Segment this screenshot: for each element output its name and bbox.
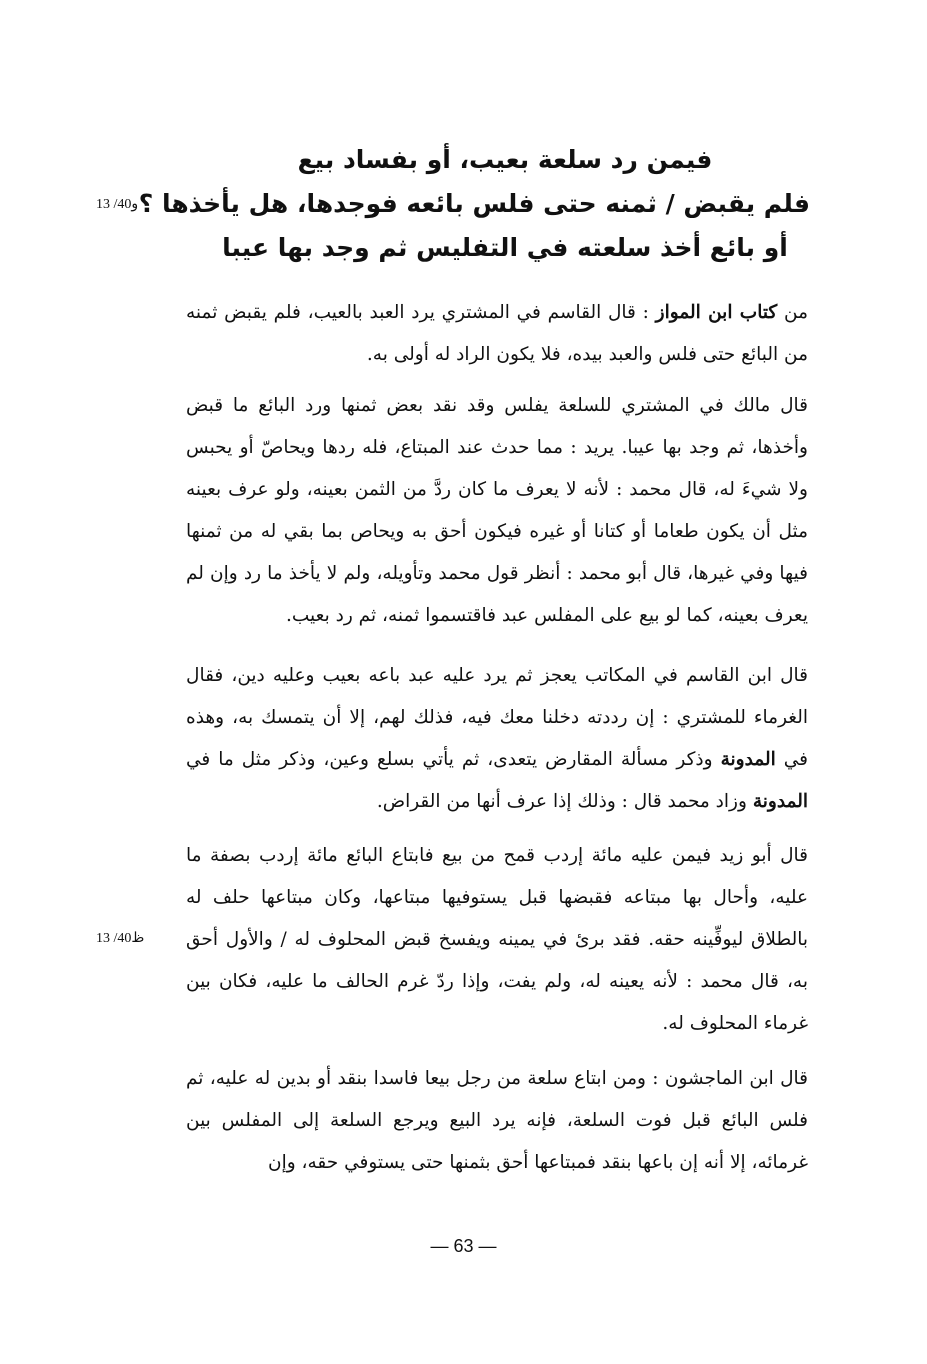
source-title: كتاب ابن المواز	[655, 302, 778, 323]
paragraph-3-text-b: وذكر مسألة المقارض يتعدى، ثم يأتي بسلع وعين، وذكر مثل ما في	[186, 749, 721, 770]
source-title: المدونة	[752, 791, 808, 812]
paragraph-4-text: قال أبو زيد فيمن عليه مائة إردب قمح من بيع فابتاع البائع مائة إردب بصفة ما عليه، وأحال بها مبتاعه فقبضها قبل يستوفيها مبتاعها، وكان مبتاعها حلف له بالطلاق ليوفِّينه حقه. فقد برئ في يمينه ويفسخ قبض المحلوف له / والأول أحق به، قال محمد : لأنه يعينه له، ولم يفت، وإذا ردّ غرم الحالف ما عليه، فكان بين غرماء المحلوف له.	[186, 845, 808, 1034]
heading-line-1: فيمن رد سلعة بعيب، أو بفساد بيع	[297, 145, 713, 174]
paragraph-4	[186, 835, 808, 1045]
margin-folio-ref-2: 13 /40ظ	[96, 931, 145, 946]
paragraph-1-text: : قال القاسم في المشتري يرد العبد بالعيب، فلم يقبض ثمنه من البائع حتى فلس والعبد بيده، فلا يكون الراد له أولى به.	[186, 302, 808, 365]
paragraph-2-text: قال مالك في المشتري للسلعة يفلس وقد نقد بعض ثمنها ورد البائع ما قبض وأخذها، ثم وجد بها عيبا. يريد : مما حدث عند المبتاع، فله ردها ويحاصّ أو يحبس ولا شيءَ له، قال محمد : لأنه لا يعرف ما كان ردَّ من الثمن بعينه، ولو عرف بعينه مثل أن يكون طعاما أو كتانا أو غيره فيكون أحق به ويحاص بما بقي له من ثمنها فيها وفي غيرها، قال أبو محمد : أنظر قول محمد وتأويله، ولم لا يأخذ ما رد وإن لم يعرف بعينه، كما لو بيع على المفلس عبد فاقتسموا ثمنه، ثم رد بعيب.	[186, 395, 808, 626]
page-number: — 63 —	[430, 1236, 497, 1256]
paragraph-3-text-a: قال ابن القاسم في المكاتب يعجز ثم يرد عليه عبد باعه بعيب وعليه دين، فقال الغرماء للمشتري : إن رددته دخلنا معك فيه، فذلك لهم، إلا أن يتمسك به، وهذه في	[186, 665, 808, 770]
paragraph-5-text: قال ابن الماجشون : ومن ابتاع سلعة من رجل بيعا فاسدا بنقد أو بدين له عليه، ثم فلس البائع قبل فوت السلعة، فإنه يرد البيع ويرجع السلعة إلى المفلس بين غرمائه، إلا أنه إن باعها بنقد فمبتاعها أحق بثمنها حتى يستوفي حقه، وإن	[186, 1068, 808, 1173]
paragraph-5	[186, 1058, 808, 1184]
margin-folio-ref-1: 13 /40و	[96, 197, 139, 212]
source-title: المدونة	[720, 749, 776, 770]
heading-line-3: أو بائع أخذ سلعته في التفليس ثم وجد بها عيبا	[222, 233, 788, 262]
paragraph-1	[186, 292, 808, 376]
paragraph-1-lead: من	[777, 302, 808, 323]
paragraph-3-text-c: وزاد محمد قال : وذلك إذا عرف أنها من القراض.	[376, 791, 753, 812]
paragraph-3	[186, 655, 808, 823]
chapter-heading	[138, 138, 810, 270]
heading-line-2: فلم يقبض / ثمنه حتى فلس بائعه فوجدها، هل يأخذها ؟	[138, 189, 810, 218]
paragraph-2	[186, 385, 808, 637]
